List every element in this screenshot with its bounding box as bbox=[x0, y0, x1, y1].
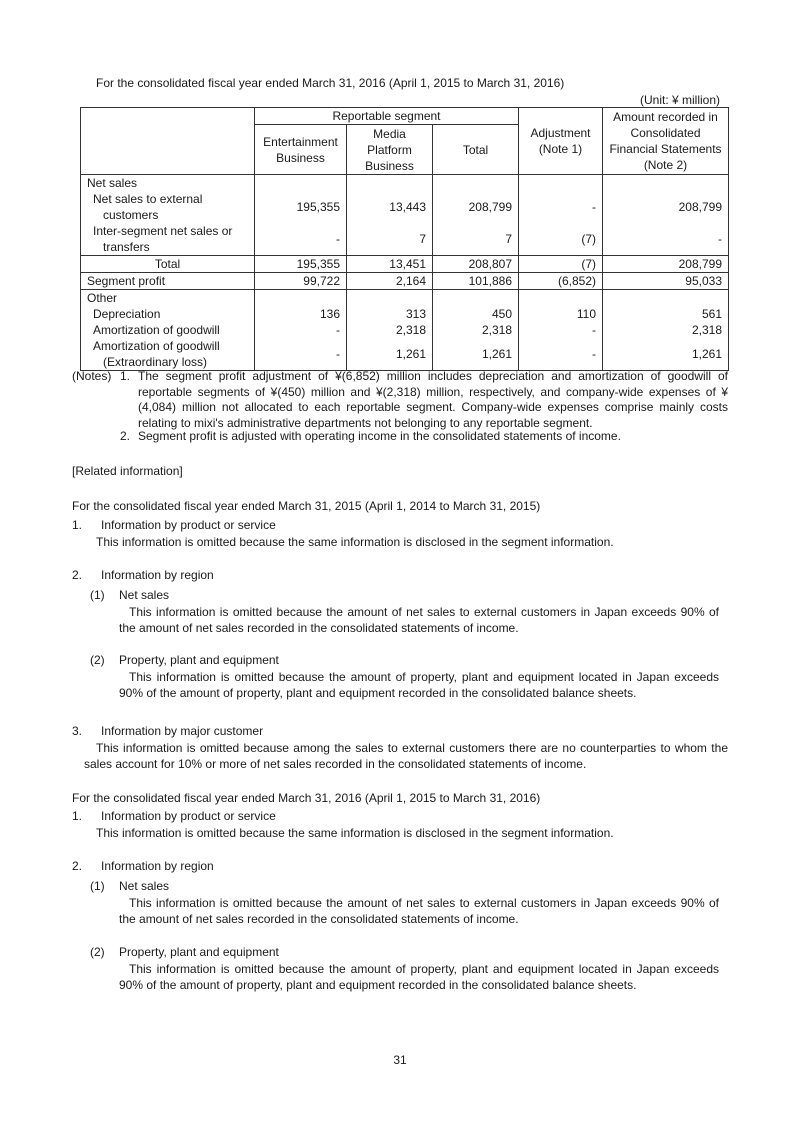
header-row-1 bbox=[81, 108, 729, 125]
fy2015-s2b-text: This information is omitted because the amount of property, plant and equipment located in Japan exceeds 90% of the amount of property, plant and equipment recorded in the consolidated balance sheets. bbox=[119, 670, 719, 700]
table-cell: 208,799 bbox=[433, 191, 519, 223]
fy2015-s3-number: 3. bbox=[72, 724, 83, 738]
table-cell: - bbox=[519, 322, 603, 338]
table-row bbox=[81, 306, 729, 322]
total-label: Total bbox=[81, 256, 255, 273]
table-row bbox=[81, 338, 729, 371]
fy2016-s2-heading: Information by region bbox=[101, 859, 214, 873]
table-row bbox=[81, 191, 729, 223]
notes-label: (Notes) bbox=[72, 369, 112, 383]
table-cell: - bbox=[603, 223, 729, 256]
fy2015-s1-text: This information is omitted because the same information is disclosed in the segment information. bbox=[96, 535, 614, 549]
fy2015-s3-text: This information is omitted because among the sales to external customers there are no counterparties to whom the sales account for 10% or more of net sales recorded in the consolidated statements of income. bbox=[84, 741, 728, 771]
table-row bbox=[81, 290, 729, 307]
table-cell: (7) bbox=[519, 223, 603, 256]
table-cell: 208,807 bbox=[433, 256, 519, 273]
depreciation-label: Depreciation bbox=[81, 306, 255, 322]
header-recorded: Amount recorded in Consolidated Financial Statements (Note 2) bbox=[603, 108, 729, 175]
page-number: 31 bbox=[393, 1053, 407, 1067]
table-cell: - bbox=[519, 191, 603, 223]
fy2015-s2b-number: (2) bbox=[90, 653, 105, 667]
table-cell: - bbox=[255, 223, 347, 256]
table-cell: - bbox=[255, 322, 347, 338]
related-heading: [Related information] bbox=[72, 464, 183, 478]
table-cell: - bbox=[519, 338, 603, 371]
fy2016-s2b-text: This information is omitted because the amount of property, plant and equipment located in Japan exceeds 90% of the amount of property, plant and equipment recorded in the consolidated balance sheets. bbox=[119, 962, 719, 992]
table-row bbox=[81, 175, 729, 192]
segment-table bbox=[80, 107, 729, 371]
table-cell: 2,318 bbox=[433, 322, 519, 338]
fy2015-s1-heading: Information by product or service bbox=[101, 518, 276, 532]
header-blank bbox=[81, 108, 255, 175]
table-cell: 95,033 bbox=[603, 273, 729, 290]
table-cell: 313 bbox=[347, 306, 433, 322]
table-cell: 136 bbox=[255, 306, 347, 322]
note-2-number: 2. bbox=[120, 429, 131, 443]
table-cell: 195,355 bbox=[255, 256, 347, 273]
fy2015-s2a-number: (1) bbox=[90, 588, 105, 602]
table-cell: 1,261 bbox=[347, 338, 433, 371]
table-cell: 13,443 bbox=[347, 191, 433, 223]
fy2016-title: For the consolidated fiscal year ended March 31, 2016 (April 1, 2015 to March 31, 2016) bbox=[72, 791, 541, 805]
table-cell: 561 bbox=[603, 306, 729, 322]
amortization-label: Amortization of goodwill bbox=[81, 322, 255, 338]
fy2015-s2-heading: Information by region bbox=[101, 568, 214, 582]
header-reportable-segment: Reportable segment bbox=[255, 108, 519, 125]
table-cell: 2,318 bbox=[347, 322, 433, 338]
table-cell: 13,451 bbox=[347, 256, 433, 273]
table-cell: 99,722 bbox=[255, 273, 347, 290]
table-row bbox=[81, 256, 729, 273]
table-row bbox=[81, 223, 729, 256]
fy2016-s2a-number: (1) bbox=[90, 879, 105, 893]
table-cell: 1,261 bbox=[603, 338, 729, 371]
fy2016-s1-heading: Information by product or service bbox=[101, 809, 276, 823]
table-row bbox=[81, 273, 729, 290]
fy2015-s2b-heading: Property, plant and equipment bbox=[119, 653, 279, 667]
table-cell: 7 bbox=[347, 223, 433, 256]
fy2016-s2a-text: This information is omitted because the amount of net sales to external customers in Japan exceeds 90% of the amount of net sales recorded in the consolidated statements of income. bbox=[119, 896, 719, 926]
table-cell: 2,164 bbox=[347, 273, 433, 290]
fy2015-s3-heading: Information by major customer bbox=[101, 724, 264, 738]
table-cell: - bbox=[255, 338, 347, 371]
fy2016-s1-text: This information is omitted because the same information is disclosed in the segment information. bbox=[96, 826, 614, 840]
fy2015-s1-number: 1. bbox=[72, 518, 83, 532]
header-adjustment: Adjustment (Note 1) bbox=[519, 108, 603, 175]
table-cell: 1,261 bbox=[433, 338, 519, 371]
fy2016-s2b-number: (2) bbox=[90, 945, 105, 959]
other-label: Other bbox=[81, 290, 255, 307]
table-row bbox=[81, 322, 729, 338]
segment-profit-label: Segment profit bbox=[81, 273, 255, 290]
table-cell: (7) bbox=[519, 256, 603, 273]
table-cell: 450 bbox=[433, 306, 519, 322]
table-cell: 2,318 bbox=[603, 322, 729, 338]
amortization-extraordinary-label: Amortization of goodwill (Extraordinary loss) bbox=[93, 339, 220, 369]
fy2016-s2-number: 2. bbox=[72, 859, 83, 873]
unit-label: (Unit: ¥ million) bbox=[639, 93, 720, 107]
note-1-number: 1. bbox=[120, 369, 131, 383]
fy2016-s1-number: 1. bbox=[72, 809, 83, 823]
table-cell: 208,799 bbox=[603, 256, 729, 273]
table-cell: 110 bbox=[519, 306, 603, 322]
table-caption: For the consolidated fiscal year ended March 31, 2016 (April 1, 2015 to March 31, 2016) bbox=[96, 76, 565, 90]
fy2016-s2a-heading: Net sales bbox=[119, 879, 170, 893]
table-cell: 7 bbox=[433, 223, 519, 256]
ext-sales-label: Net sales to external customers bbox=[93, 192, 203, 222]
table-cell: (6,852) bbox=[519, 273, 603, 290]
fy2015-s2a-text: This information is omitted because the amount of net sales to external customers in Japan exceeds 90% of the amount of net sales recorded in the consolidated statements of income. bbox=[119, 605, 719, 635]
fy2015-s2a-heading: Net sales bbox=[119, 588, 170, 602]
table-cell: 195,355 bbox=[255, 191, 347, 223]
table-cell: 101,886 bbox=[433, 273, 519, 290]
fy2016-s2b-heading: Property, plant and equipment bbox=[119, 945, 279, 959]
net-sales-label: Net sales bbox=[81, 175, 255, 192]
fy2015-s2-number: 2. bbox=[72, 568, 83, 582]
fy2015-title: For the consolidated fiscal year ended March 31, 2015 (April 1, 2014 to March 31, 2015) bbox=[72, 499, 541, 513]
inter-sales-label: Inter-segment net sales or transfers bbox=[93, 224, 233, 254]
header-media: Media Platform Business bbox=[347, 125, 433, 175]
header-total: Total bbox=[433, 125, 519, 175]
note-1-text: The segment profit adjustment of ¥(6,852) million includes depreciation and amortization of goodwill of reportable segments of ¥(450) million and ¥(2,318) million, respectively, and company-wide expenses of ¥(4,084) million not allocated to each reportable segment. Company-wide expenses comprise mainly costs relating to mixi's administrative departments not belonging to any reportable segment. bbox=[138, 369, 728, 430]
note-2-text: Segment profit is adjusted with operating income in the consolidated statements of income. bbox=[138, 429, 621, 443]
table-cell: 208,799 bbox=[603, 191, 729, 223]
header-entertainment: Entertainment Business bbox=[255, 125, 347, 175]
